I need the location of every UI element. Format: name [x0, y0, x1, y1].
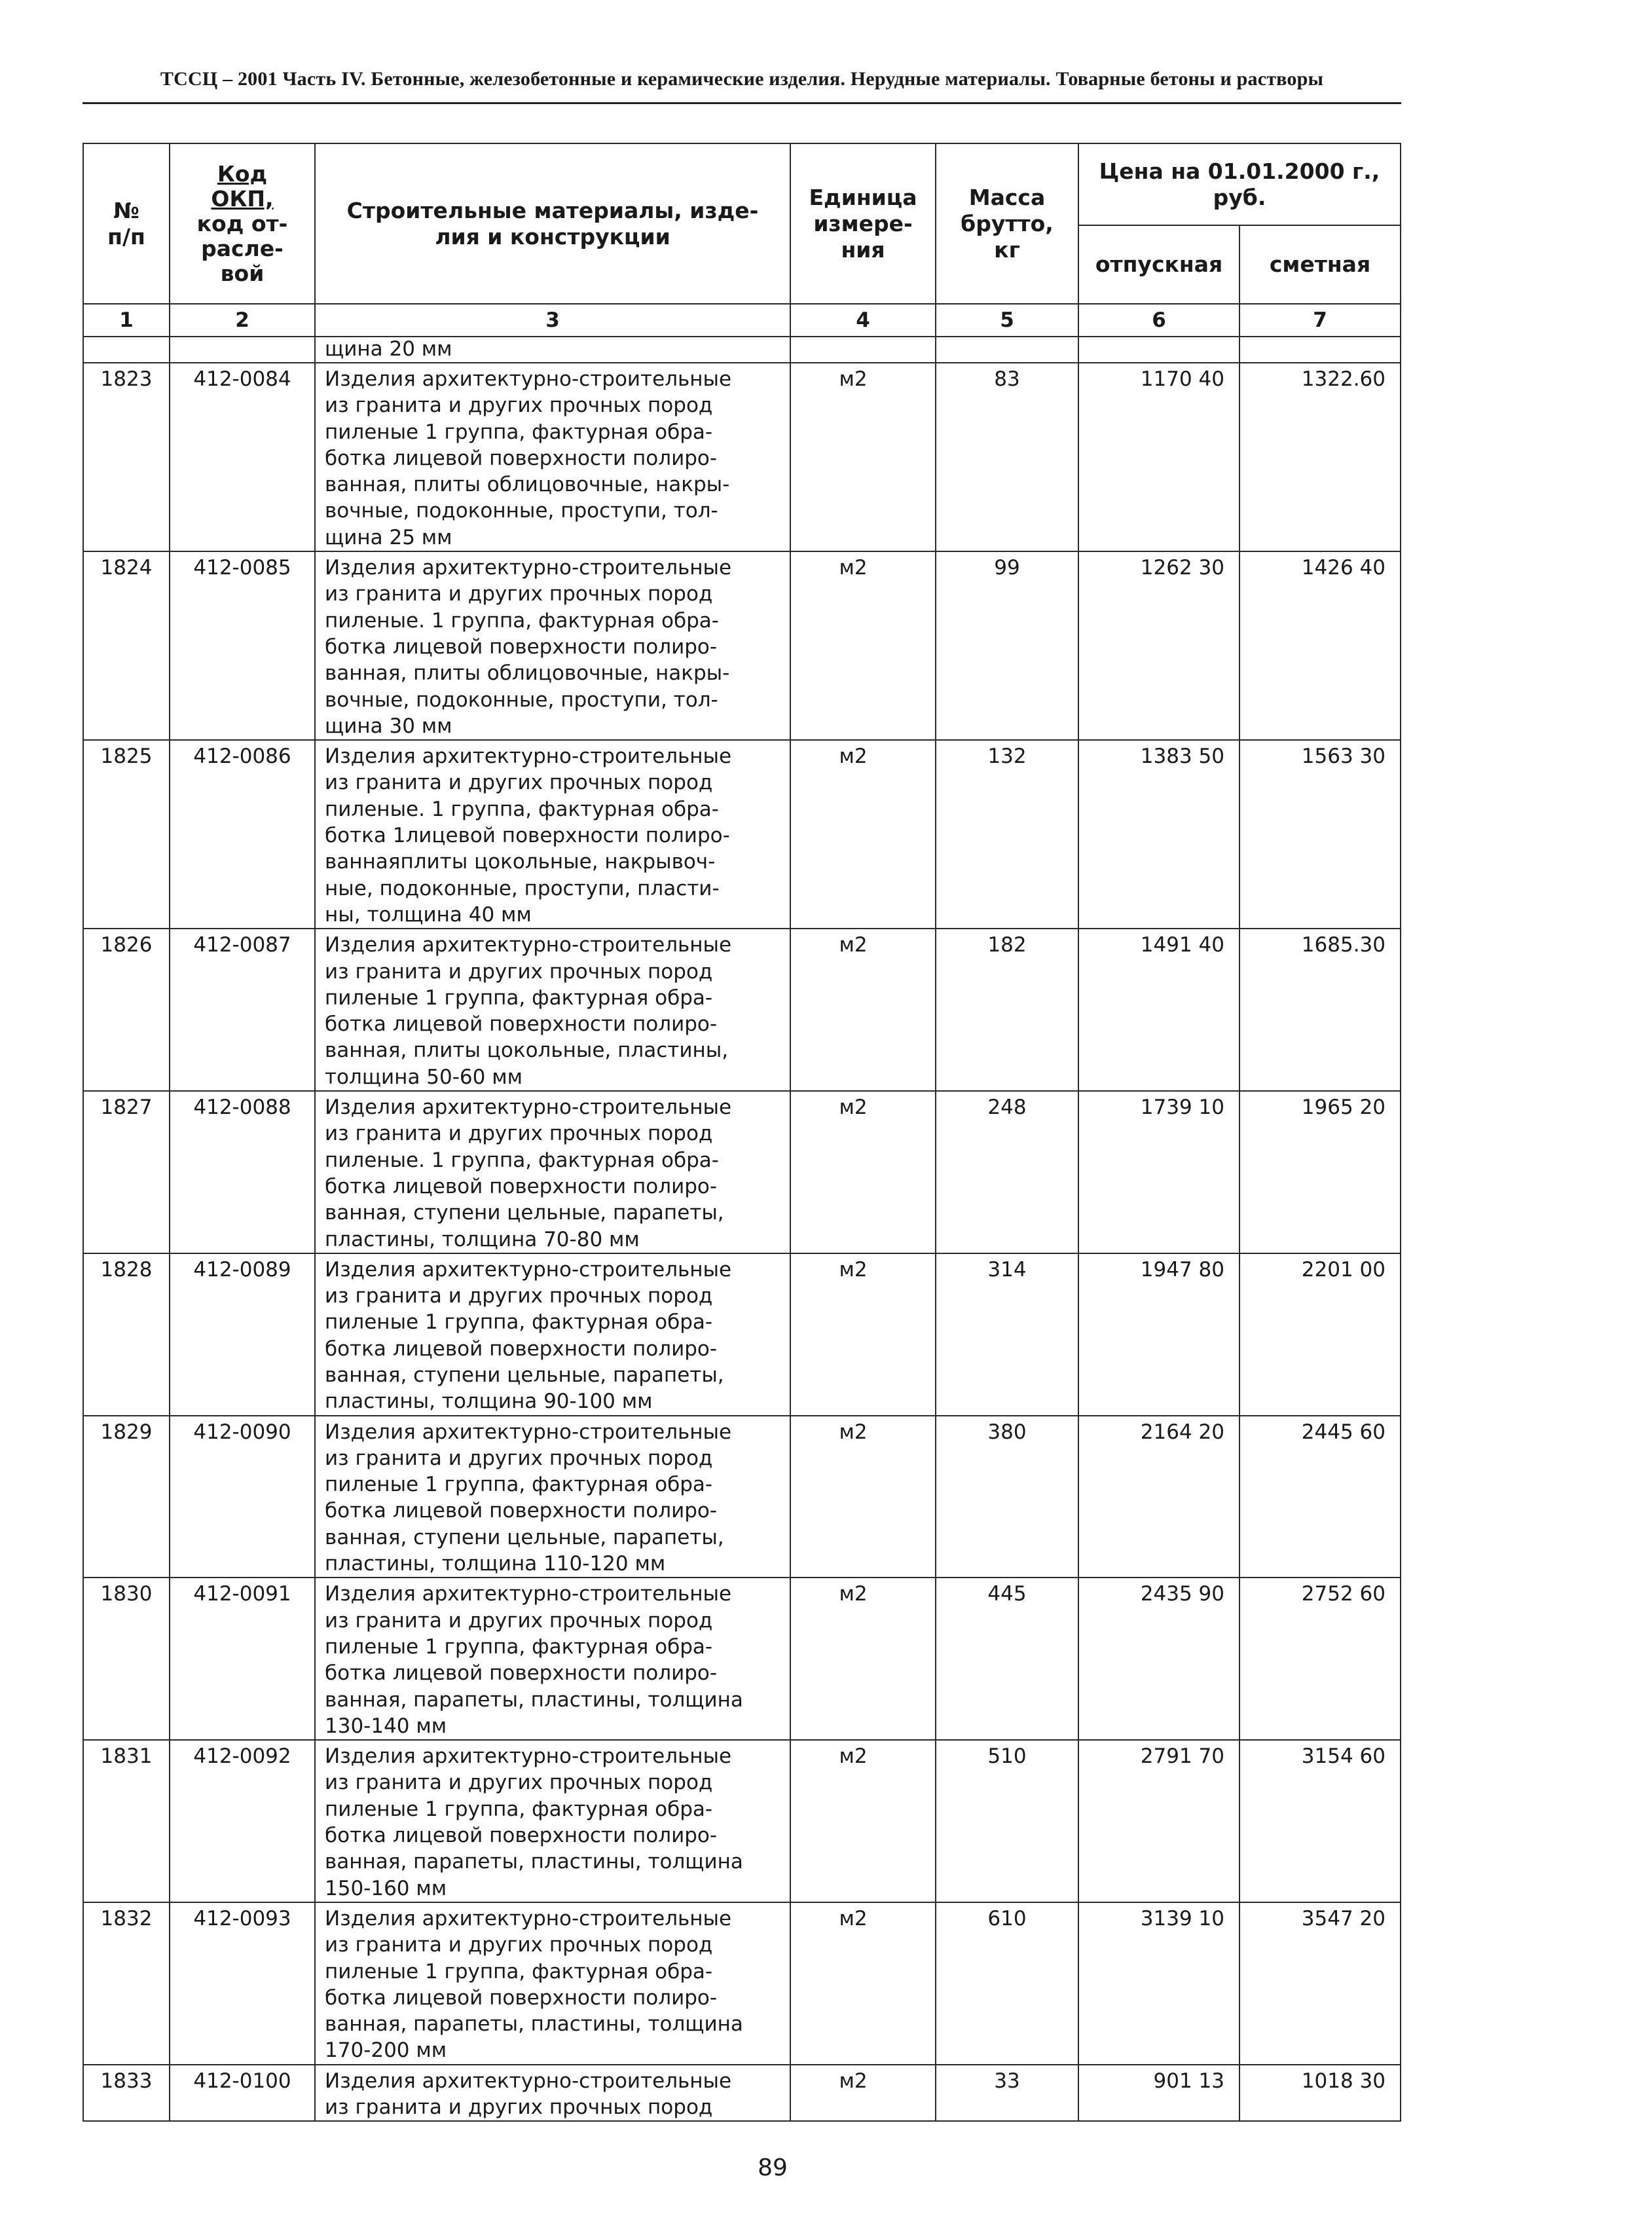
table-row: [83, 1578, 1401, 1740]
row-number: 1830: [83, 1578, 170, 1740]
header-mass-line: Масса: [968, 184, 1046, 210]
gross-mass: 510: [936, 1740, 1078, 1902]
material-name-line: пиленые 1 группа, фактурная обра-: [325, 1634, 713, 1659]
header-code-line: ОКП,: [211, 185, 274, 212]
header-unit: [790, 143, 936, 304]
material-name-line: пиленые 1 группа, фактурная обра-: [325, 1959, 713, 1984]
row-number: 1824: [83, 551, 170, 740]
gross-mass: 248: [936, 1091, 1078, 1253]
material-name-line: ванная, ступени цельные, парапеты,: [325, 1201, 724, 1225]
column-number: 3: [315, 304, 790, 337]
material-name-line: из гранита и других прочных пород: [325, 1933, 713, 1957]
gross-mass: 132: [936, 740, 1078, 929]
price-release: 2164 20: [1078, 1416, 1239, 1578]
header-price: [1078, 143, 1401, 225]
continued-row: [83, 337, 1401, 363]
column-number: 2: [170, 304, 315, 337]
unit-of-measure: м2: [790, 363, 936, 551]
gross-mass: 380: [936, 1416, 1078, 1578]
column-number: 7: [1239, 304, 1401, 337]
price-estimate: 3547 20: [1239, 1902, 1401, 2065]
header-price-line: руб.: [1213, 184, 1266, 210]
row-number: 1832: [83, 1902, 170, 2065]
row-number: 1825: [83, 740, 170, 929]
header-mass: [936, 143, 1078, 304]
material-name-line: пиленые. 1 группа, фактурная обра-: [325, 1148, 719, 1172]
material-name-line: ванная, парапеты, пластины, толщина: [325, 2012, 743, 2037]
gross-mass: 610: [936, 1902, 1078, 2065]
material-name-line: Изделия архитектурно-строительные: [325, 933, 732, 957]
material-name: [315, 1091, 790, 1253]
material-name-line: щина 25 мм: [325, 525, 452, 549]
material-name-line: ботка лицевой поверхности полиро-: [325, 1012, 718, 1037]
table-header: [83, 143, 1401, 304]
table-body: [83, 304, 1401, 2121]
material-name-line: из гранита и других прочных пород: [325, 582, 713, 606]
okp-code: 412-0086: [170, 740, 315, 929]
cell-empty: [790, 337, 936, 363]
material-name-line: Изделия архитектурно-строительные: [325, 1906, 732, 1930]
material-name-line: пиленые 1 группа, фактурная обра-: [325, 986, 713, 1010]
material-name-line: Изделия архитектурно-строительные: [325, 1257, 732, 1282]
price-release: 1491 40: [1078, 929, 1239, 1091]
material-name-line: ваннаяплиты цокольные, накрывоч-: [325, 850, 716, 874]
material-name: [315, 1578, 790, 1740]
cell-empty: [170, 337, 315, 363]
material-name-line: пиленые. 1 группа, фактурная обра-: [325, 608, 719, 633]
okp-code: 412-0085: [170, 551, 315, 740]
gross-mass: 33: [936, 2065, 1078, 2122]
header-name-line: Строительные материалы, изде-: [346, 197, 759, 223]
material-name-line: ванная, парапеты, пластины, толщина: [325, 1850, 743, 1874]
material-name-line: из гранита и других прочных пород: [325, 1608, 713, 1633]
material-name-line: ные, подоконные, проступи, пласти-: [325, 876, 720, 900]
header-unit-line: Единица: [809, 184, 917, 210]
material-name: [315, 1253, 790, 1416]
gross-mass: 99: [936, 551, 1078, 740]
material-name-line: ботка лицевой поверхности полиро-: [325, 1661, 718, 1686]
cell-empty: [1239, 337, 1401, 363]
material-name-line: Изделия архитектурно-строительные: [325, 1744, 732, 1769]
header-mass-line: кг: [994, 236, 1020, 263]
price-estimate: 1426 40: [1239, 551, 1401, 740]
header-code: [170, 143, 315, 304]
material-name-line: из гранита и других прочных пород: [325, 394, 713, 418]
material-name-line: ны, толщина 40 мм: [325, 902, 532, 927]
price-estimate: 3154 60: [1239, 1740, 1401, 1902]
material-name-line: ботка 1лицевой поверхности полиро-: [325, 824, 730, 848]
price-release: 2791 70: [1078, 1740, 1239, 1902]
material-name: [315, 551, 790, 740]
material-name-line: ботка лицевой поверхности полиро-: [325, 1337, 718, 1361]
material-name-line: из гранита и других прочных пород: [325, 1771, 713, 1795]
header-code-line: Код: [217, 160, 268, 187]
header-rule: [83, 102, 1401, 104]
material-name-line: пиленые 1 группа, фактурная обра-: [325, 420, 713, 444]
unit-of-measure: м2: [790, 929, 936, 1091]
header-price-release: отпускная: [1078, 225, 1239, 304]
header-price-estimate: сметная: [1239, 225, 1401, 304]
row-number: 1833: [83, 2065, 170, 2122]
column-number-row: [83, 304, 1401, 337]
material-name-line: ботка лицевой поверхности полиро-: [325, 446, 718, 470]
material-name-line: пиленые 1 группа, фактурная обра-: [325, 1473, 713, 1497]
price-release: 1383 50: [1078, 740, 1239, 929]
price-estimate: 1685.30: [1239, 929, 1401, 1091]
unit-of-measure: м2: [790, 740, 936, 929]
table-row: [83, 551, 1401, 740]
header-name: [315, 143, 790, 304]
unit-of-measure: м2: [790, 1902, 936, 2065]
cell-empty: [936, 337, 1078, 363]
material-name: [315, 1416, 790, 1578]
price-estimate: 1018 30: [1239, 2065, 1401, 2122]
okp-code: 412-0092: [170, 1740, 315, 1902]
okp-code: 412-0089: [170, 1253, 315, 1416]
running-header: ТССЦ – 2001 Часть IV. Бетонные, железобетонные и керамические изделия. Нерудные материалы. Товарные бетоны и растворы: [160, 68, 1324, 90]
table-row: [83, 363, 1401, 551]
material-name-line: из гранита и других прочных пород: [325, 1284, 713, 1308]
material-name-line: Изделия архитектурно-строительные: [325, 367, 732, 391]
material-name-line: пиленые. 1 группа, фактурная обра-: [325, 797, 719, 821]
price-estimate: 2201 00: [1239, 1253, 1401, 1416]
header-name-line: лия и конструкции: [435, 223, 670, 249]
continued-text: щина 20 мм: [315, 337, 790, 363]
material-name: [315, 2065, 790, 2122]
material-name-line: из гранита и других прочных пород: [325, 2095, 713, 2119]
okp-code: 412-0091: [170, 1578, 315, 1740]
price-estimate: 1965 20: [1239, 1091, 1401, 1253]
header-mass-line: брутто,: [961, 210, 1054, 236]
material-name-line: пластины, толщина 70-80 мм: [325, 1227, 640, 1251]
table-row: [83, 1091, 1401, 1253]
material-name: [315, 740, 790, 929]
table-row: [83, 740, 1401, 929]
material-name-line: вочные, подоконные, проступи, тол-: [325, 688, 718, 712]
material-name-line: пиленые 1 группа, фактурная обра-: [325, 1797, 713, 1821]
unit-of-measure: м2: [790, 2065, 936, 2122]
okp-code: 412-0100: [170, 2065, 315, 2122]
material-name-line: из гранита и других прочных пород: [325, 959, 713, 984]
row-number: 1831: [83, 1740, 170, 1902]
unit-of-measure: м2: [790, 1740, 936, 1902]
column-number: 5: [936, 304, 1078, 337]
material-name: [315, 929, 790, 1091]
gross-mass: 314: [936, 1253, 1078, 1416]
price-release: 2435 90: [1078, 1578, 1239, 1740]
header-price-line: Цена на 01.01.2000 г.,: [1099, 158, 1380, 184]
header-no-line: №: [113, 197, 139, 223]
material-name-line: ванная, плиты цокольные, пластины,: [325, 1039, 729, 1063]
page-number: 89: [758, 2154, 788, 2181]
column-number: 4: [790, 304, 936, 337]
price-estimate: 2752 60: [1239, 1578, 1401, 1740]
okp-code: 412-0093: [170, 1902, 315, 2065]
material-name-line: пластины, толщина 90-100 мм: [325, 1390, 653, 1414]
gross-mass: 182: [936, 929, 1078, 1091]
price-release: 1739 10: [1078, 1091, 1239, 1253]
unit-of-measure: м2: [790, 1091, 936, 1253]
price-release: 1262 30: [1078, 551, 1239, 740]
header-unit-line: измере-: [813, 210, 913, 236]
okp-code: 412-0090: [170, 1416, 315, 1578]
table-row: [83, 2065, 1401, 2122]
material-name-line: Изделия архитектурно-строительные: [325, 556, 732, 580]
material-name-line: Изделия архитектурно-строительные: [325, 1420, 732, 1444]
header-code-line: вой: [220, 260, 265, 286]
material-name-line: из гранита и других прочных пород: [325, 1122, 713, 1146]
table-row: [83, 1740, 1401, 1902]
material-name-line: ванная, парапеты, пластины, толщина: [325, 1688, 743, 1712]
price-release: 1947 80: [1078, 1253, 1239, 1416]
price-estimate: 2445 60: [1239, 1416, 1401, 1578]
material-name-line: ботка лицевой поверхности полиро-: [325, 1499, 718, 1523]
column-number: 6: [1078, 304, 1239, 337]
header-unit-line: ния: [841, 236, 885, 263]
material-name-line: ванная, плиты облицовочные, накры-: [325, 661, 730, 686]
material-name-line: Изделия архитектурно-строительные: [325, 1582, 732, 1606]
okp-code: 412-0084: [170, 363, 315, 551]
table-row: [83, 929, 1401, 1091]
material-name-line: ботка лицевой поверхности полиро-: [325, 1174, 718, 1198]
unit-of-measure: м2: [790, 1578, 936, 1740]
row-number: 1828: [83, 1253, 170, 1416]
okp-code: 412-0087: [170, 929, 315, 1091]
header-no-line: п/п: [107, 223, 145, 249]
material-name-line: ботка лицевой поверхности полиро-: [325, 1824, 718, 1848]
material-name-line: 130-140 мм: [325, 1714, 447, 1738]
material-name-line: ботка лицевой поверхности полиро-: [325, 1985, 718, 2010]
material-name-line: 150-160 мм: [325, 1876, 447, 1900]
column-number: 1: [83, 304, 170, 337]
unit-of-measure: м2: [790, 1416, 936, 1578]
material-name-line: из гранита и других прочных пород: [325, 1446, 713, 1470]
unit-of-measure: м2: [790, 551, 936, 740]
table-row: [83, 1416, 1401, 1578]
row-number: 1829: [83, 1416, 170, 1578]
material-name-line: вочные, подоконные, проступи, тол-: [325, 499, 718, 523]
material-name-line: щина 30 мм: [325, 714, 452, 738]
unit-of-measure: м2: [790, 1253, 936, 1416]
material-name-line: толщина 50-60 мм: [325, 1065, 523, 1089]
material-name-line: Изделия архитектурно-строительные: [325, 1096, 732, 1120]
table-row: [83, 1253, 1401, 1416]
price-estimate: 1322.60: [1239, 363, 1401, 551]
header-code-line: код от-: [196, 210, 288, 236]
row-number: 1827: [83, 1091, 170, 1253]
material-name-line: ботка лицевой поверхности полиро-: [325, 635, 718, 659]
header-no: [83, 143, 170, 304]
material-name: [315, 1902, 790, 2065]
row-number: 1823: [83, 363, 170, 551]
material-name-line: из гранита и других прочных пород: [325, 771, 713, 795]
header-code-line: расле-: [201, 235, 284, 261]
table-row: [83, 1902, 1401, 2065]
material-name-line: Изделия архитектурно-строительные: [325, 745, 732, 769]
price-release: 3139 10: [1078, 1902, 1239, 2065]
okp-code: 412-0088: [170, 1091, 315, 1253]
price-estimate: 1563 30: [1239, 740, 1401, 929]
material-name-line: пиленые 1 группа, фактурная обра-: [325, 1310, 713, 1335]
material-name-line: Изделия архитектурно-строительные: [325, 2069, 732, 2093]
cell-empty: [1078, 337, 1239, 363]
material-name: [315, 1740, 790, 1902]
material-name-line: ванная, плиты облицовочные, накры-: [325, 473, 730, 497]
material-name-line: ванная, ступени цельные, парапеты,: [325, 1525, 724, 1549]
material-name-line: пластины, толщина 110-120 мм: [325, 1552, 666, 1576]
price-table: [83, 143, 1401, 2122]
price-release: 1170 40: [1078, 363, 1239, 551]
material-name-line: ванная, ступени цельные, парапеты,: [325, 1363, 724, 1387]
material-name-line: 170-200 мм: [325, 2039, 447, 2063]
cell-empty: [83, 337, 170, 363]
material-name: [315, 363, 790, 551]
gross-mass: 83: [936, 363, 1078, 551]
gross-mass: 445: [936, 1578, 1078, 1740]
row-number: 1826: [83, 929, 170, 1091]
price-release: 901 13: [1078, 2065, 1239, 2122]
